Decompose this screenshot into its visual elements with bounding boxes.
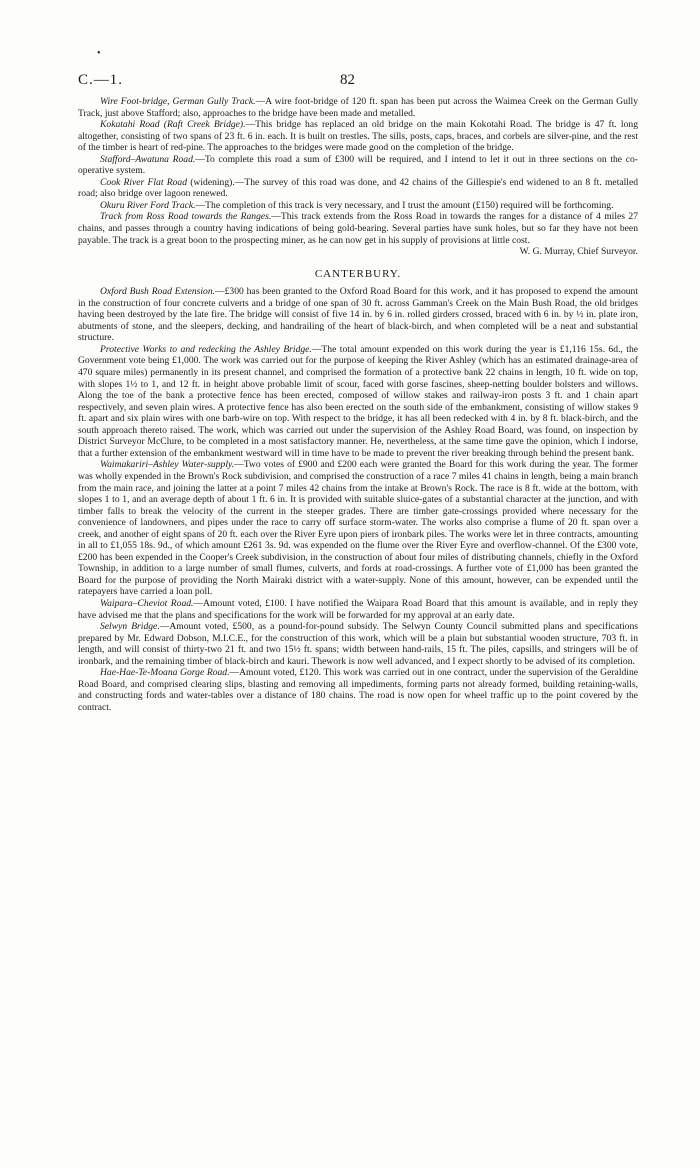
paragraph-title: Cook River Flat Road bbox=[100, 176, 187, 188]
page-body bbox=[78, 96, 638, 713]
paragraph-waipara-cheviot bbox=[78, 598, 638, 621]
signature: W. G. Murray, Chief Surveyor. bbox=[519, 246, 638, 258]
paragraph-title: Wire Foot-bridge, German Gully Track. bbox=[100, 96, 256, 107]
paragraph-text: (widening).—The survey of this road was done, and 42 chains of the Gillespie's end widened to an 8 ft. metalled road; also bridge over lagoon renewed. bbox=[78, 176, 638, 200]
paragraph-text: —Amount voted, £100. I have notified the Waipara Road Board that this amount is available, and in reply they have advised me that the plans and specifications for the work will be forwarded for my approval at an early date. bbox=[78, 597, 638, 621]
paragraph-kokatahi-road bbox=[78, 119, 638, 154]
paragraph-wire-foot-bridge bbox=[78, 96, 638, 119]
paragraph-ross-road-track bbox=[78, 211, 638, 246]
paragraph-text: —Two votes of £900 and £200 each were granted the Board for this work during the year. The former was wholly expended in the Brown's Rock subdivision, and comprised the construction of a race 7 miles 41 chains in length, being a main branch from the main race, and joining the latter at a point 7 miles 42 chains from the intake at Brown's Rock. The race is 8 ft. wide at the bottom, with slopes 1 to 1, and an average depth of about 1 ft. 6 in. It is provided with suitable sluice-gates of a substantial character at the junction, and with timber falls to break the velocity of the current in the steeper grades. There are timber gate-crossings provided where necessary for the convenience of landowners, and pipes under the race to carry off surface storm-water. The works also comprise a flume of 20 ft. span over a creek, and another of eight spans of 20 ft. each over the River Eyre upon piers of ironbark piles. The works were let in three contracts, amounting in all to £1,055 18s. 9d., of which amount £261 3s. 9d. was expended on the flume over the River Eyre and overflow-channel. Of the £300 vote, £200 has been expended in the Cooper's Creek subdivision, in the construction of about four miles of distributing channels, chiefly in the Oxford Township, in addition to a large number of small flumes, culverts, and fords at road-crossings. A further vote of £1,000 has been granted the Board for the purpose of providing the North Mairaki district with a water-supply. None of this amount, however, can be expended until the ratepayers have carried a loan poll. bbox=[78, 459, 638, 598]
paragraph-okuru-river bbox=[78, 200, 638, 212]
paragraph-title: Stafford–Awatuna Road. bbox=[100, 153, 196, 165]
page-number: 82 bbox=[340, 72, 355, 88]
paragraph-water-supply bbox=[78, 459, 638, 598]
paragraph-ashley-bridge bbox=[78, 344, 638, 459]
parliamentary-paper-code: C.—1. bbox=[78, 72, 124, 88]
paragraph-text: —£300 has been granted to the Oxford Road Board for this work, and it has proposed to expend the amount in the construction of four concrete culverts and a bridge of one span of 30 ft. across Gamman's Creek on the Main Bush Road, the old bridges having been destroyed by the late fire. The bridge will consist of five 14 in. by 6 in. rolled girders crossed, braced with 6 in. by ½ in. plate iron, abutments of stone, and the sleepers, decking, and handrailing of the heart of black-birch, and when completed will be a neat and substantial structure. bbox=[78, 286, 638, 344]
page-header bbox=[78, 72, 638, 92]
paragraph-text: —This bridge has replaced an old bridge on the main Kokotahi Road. The bridge is 47 ft. long altogether, consisting of two spans of 23 ft. 6 in. each. It is built on trestles. The sills, posts, caps, braces, and corbels are silver-pine, and the rest of the timber is heart of red-pine. The approaches to the bridges were made good on the completion of the bridge. bbox=[78, 119, 638, 154]
paragraph-title: Kokatahi Road (Raft Creek Bridge). bbox=[100, 119, 246, 131]
paragraph-title: Oxford Bush Road Extension. bbox=[100, 286, 216, 298]
paragraph-text: —Amount voted, £500, as a pound-for-pound subsidy. The Selwyn County Council submitted plans and specifications prepared by Mr. Edward Dobson, M.I.C.E., for the construction of this work, which will be a plain but substantial wooden structure, 703 ft. in length, and will consist of thirty-two 21 ft. and two 15½ ft. spans; width between hand-rails, 15 ft. The piles, capsills, and stringers will be of ironbark, and the remaining timber of black-birch and kauri. Thework is now well advanced, and I expect shortly to be advised of its completion. bbox=[78, 621, 638, 667]
paragraph-text: —The total amount expended on this work during the year is £1,116 15s. 6d., the Government vote being £1,000. The work was carried out for the purpose of keeping the River Ashley (which has an estimated drainage-area of 470 square miles) permanently in its present channel, and comprised the formation of a protective bank 22 chains in length, 10 ft. wide on top, with slopes 1½ to 1, and 12 ft. in height above probable limit of scour, faced with gorse fascines, sheep-netting boulder bolsters and willows. Along the toe of the bank a protective fence has been erected, composed of willow stakes and railway-iron posts 3 ft. and 1 chain apart respectively, and seven plain wires. A protective fence has also been erected on the south side of the embankment, consisting of willow stakes 9 ft. apart and six plain wires with one barb-wire on top. With respect to the bridge, it has all been redecked with 4 in. by 8 ft. black-birch, and the south approach thereto raised. The work, which was carried out under the supervision of the Ashley Road Board, was found, on inspection by District Surveyor McClure, to be completed in a most satisfactory manner. He, nevertheless, at the same time gave the opinion, which I indorse, that a further extension of the embankment westward will in time have to be made to prevent the river breaking through behind the present bank. bbox=[78, 343, 638, 459]
section-heading: CANTERBURY. bbox=[314, 267, 402, 280]
paragraph-title: Waimakariri–Ashley Water-supply. bbox=[100, 459, 235, 471]
paragraph-title: Track from Ross Road towards the Ranges. bbox=[100, 211, 272, 223]
paragraph-text: —This track extends from the Ross Road in towards the ranges for a distance of 4 miles 27 chains, and passes through a country having indications of being gold-bearing. Several parties have sunk holes, but so far they have not been payable. The track is a great boon to the prospecting miner, as he can now get in his supply of provisions at little cost. bbox=[78, 211, 638, 246]
paragraph-title: Hae-Hae-Te-Moana Gorge Road. bbox=[100, 667, 230, 679]
paragraph-title: Selwyn Bridge. bbox=[100, 621, 160, 633]
stray-mark: • bbox=[97, 48, 101, 59]
paragraph-text: —Amount voted, £120. This work was carried out in one contract, under the supervision of the Geraldine Road Board, and comprised clearing slips, blasting and removing all impediments, forming parts not already formed, building retaining-walls, and constructing fords and water-tables over a distance of 180 chains. The road is now open for wheel traffic up to the point covered by the contract. bbox=[78, 667, 639, 713]
paragraph-oxford-bush-road bbox=[78, 286, 638, 344]
paragraph-text: —A wire foot-bridge of 120 ft. span has been put across the Waimea Creek on the German Gully Track, just above Stafford; also, approaches to the bridge have been made and metalled. bbox=[78, 96, 639, 119]
paragraph-title: Okuru River Ford Track. bbox=[100, 199, 196, 211]
paragraph-text: —To complete this road a sum of £300 will be required, and I intend to let it out in three sections on the co-operative system. bbox=[78, 153, 638, 177]
paragraph-stafford-awatuna bbox=[78, 154, 638, 177]
paragraph-hae-hae-te-moana bbox=[78, 667, 638, 713]
paragraph-title: Waipara–Cheviot Road. bbox=[100, 597, 194, 609]
paragraph-text: —The completion of this track is very necessary, and I trust the amount (£150) required will be forthcoming. bbox=[195, 199, 614, 211]
paragraph-selwyn-bridge bbox=[78, 621, 638, 667]
paragraph-cook-river bbox=[78, 177, 638, 200]
paragraph-title: Protective Works to and redecking the Ashley Bridge. bbox=[100, 343, 312, 355]
